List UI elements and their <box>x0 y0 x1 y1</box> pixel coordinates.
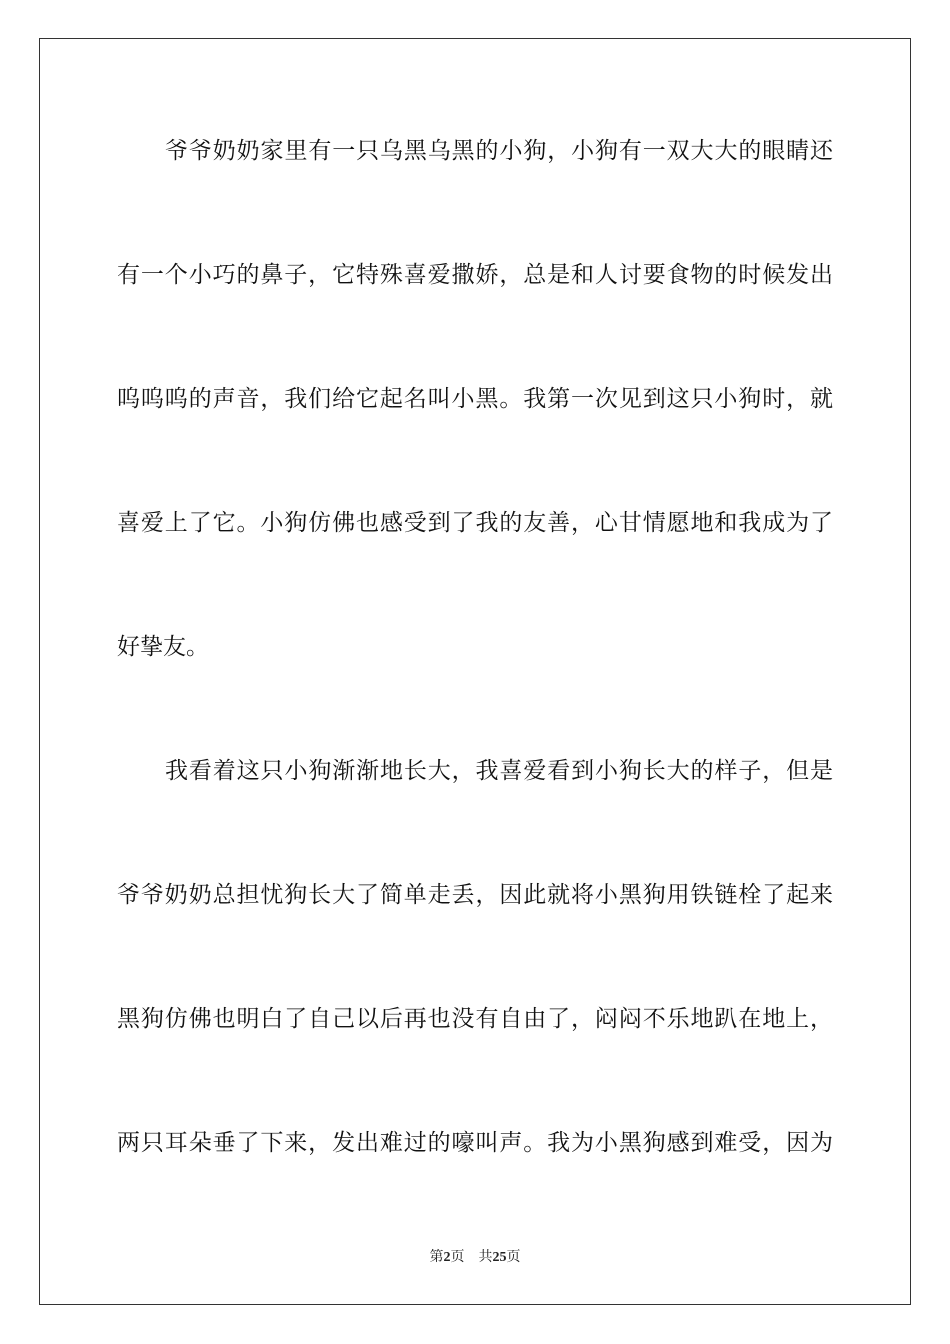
paragraph-2-line-2: 爷爷奶奶总担忧狗长大了简单走丢，因此就将小黑狗用铁链栓了起来 <box>117 882 833 908</box>
page-number: 2 <box>443 1250 451 1265</box>
total-prefix: 共 <box>478 1249 493 1265</box>
paragraph-1-line-3: 呜呜呜的声音，我们给它起名叫小黑。我第一次见到这只小狗时，就 <box>117 386 833 412</box>
paragraph-2-line-1: 我看着这只小狗渐渐地长大，我喜爱看到小狗长大的样子，但是 <box>165 758 833 784</box>
total-pages: 25 <box>492 1250 507 1265</box>
paragraph-1-line-4: 喜爱上了它。小狗仿佛也感受到了我的友善，心甘情愿地和我成为了 <box>117 510 833 536</box>
paragraph-1-line-1: 爷爷奶奶家里有一只乌黑乌黑的小狗，小狗有一双大大的眼睛还 <box>165 138 833 164</box>
paragraph-1-line-2: 有一个小巧的鼻子，它特殊喜爱撒娇，总是和人讨要食物的时候发出 <box>117 262 833 288</box>
paragraph-1-line-5: 好挚友。 <box>117 634 209 660</box>
page-footer <box>0 1247 950 1268</box>
total-suffix: 页 <box>506 1249 521 1265</box>
page-suffix: 页 <box>450 1249 465 1265</box>
paragraph-2-line-4: 两只耳朵垂了下来，发出难过的嚎叫声。我为小黑狗感到难受，因为 <box>117 1130 833 1156</box>
page-border <box>39 38 911 1305</box>
page-prefix: 第 <box>429 1249 444 1265</box>
paragraph-2-line-3: 黑狗仿佛也明白了自己以后再也没有自由了，闷闷不乐地趴在地上， <box>117 1006 833 1032</box>
